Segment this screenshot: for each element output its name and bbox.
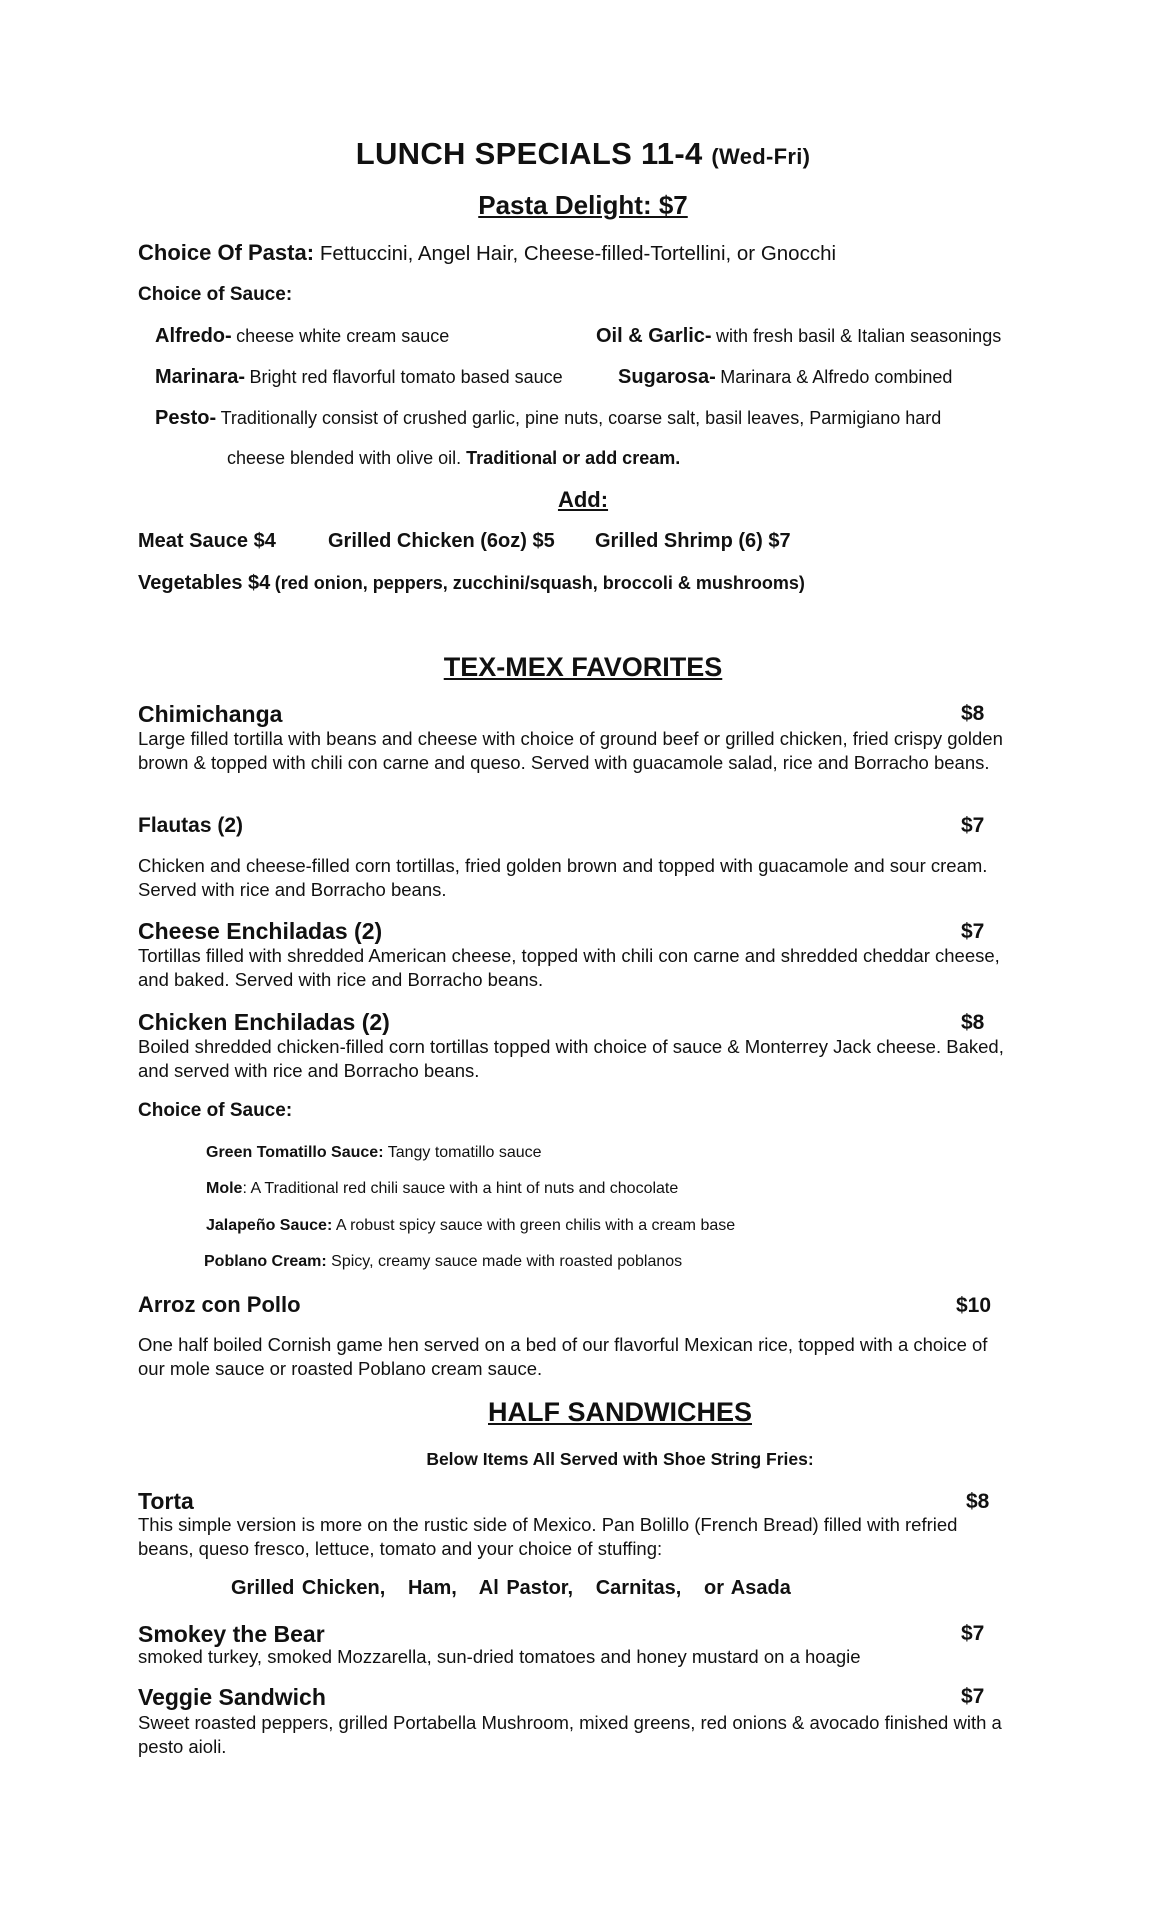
choice-of-sauce-label: Choice of Sauce: [138,284,293,305]
stuffing: Carnitas, [595,1577,682,1599]
sauce-desc: Tangy tomatillo sauce [387,1144,542,1161]
item-price: $7 [961,1685,985,1708]
sauce-alfredo [155,325,449,348]
sauce-name: Pesto- [155,407,217,429]
texmex-sauce-label: Choice of Sauce: [138,1100,293,1121]
sauce-mole [206,1180,678,1198]
pesto-cont-bold: Traditional or add cream. [466,448,681,468]
sauce-desc: Marinara & Alfredo combined [720,367,953,387]
item-price: $10 [956,1294,992,1317]
pasta-heading: Pasta Delight: $7 [478,190,688,220]
stuffing: Al Pastor, [478,1577,574,1599]
sandwiches-heading: HALF SANDWICHES [488,1397,752,1427]
choice-of-pasta-label: Choice Of Pasta: [138,240,315,265]
item-name: Torta [138,1488,194,1514]
item-price: $8 [961,702,985,725]
texmex-heading: TEX-MEX FAVORITES [443,652,723,682]
item-desc: One half boiled Cornish game hen served on a bed of our flavorful Mexican rice, topped with a choice of our mole sauce or roasted Poblano cream sauce. [138,1334,988,1379]
item-price: $8 [966,1490,990,1513]
menu-title [0,136,1166,172]
sauce-name: Oil & Garlic- [596,325,712,347]
sauce-name: Alfredo- [155,325,232,347]
sauce-pesto [155,407,941,430]
sauce-desc: Traditionally consist of crushed garlic, pine nuts, coarse salt, basil leaves, Parmigiano hard [220,408,942,428]
item-name: Veggie Sandwich [138,1684,326,1710]
item-name: Chicken Enchiladas (2) [138,1009,390,1035]
sauce-poblano-cream [204,1253,682,1271]
item-desc: This simple version is more on the rustic side of Mexico. Pan Bolillo (French Bread) filled with refried beans, queso fresco, lettuce, tomato and your choice of stuffing: [138,1514,958,1559]
add-grilled-chicken: Grilled Chicken (6oz) $5 [328,530,555,552]
choice-of-pasta-text: Fettuccini, Angel Hair, Cheese-filled-Tortellini, or Gnocchi [319,242,837,265]
item-name: Smokey the Bear [138,1621,325,1647]
stuffing: Grilled Chicken, [231,1577,386,1599]
item-name: Cheese Enchiladas (2) [138,918,383,944]
sauce-name: Jalapeño Sauce: [206,1217,333,1234]
sauce-name: Marinara- [155,366,246,388]
veg-label: Vegetables $4 [138,572,271,594]
sauce-desc: cheese white cream sauce [236,326,450,346]
item-desc: Chicken and cheese-filled corn tortillas, fried golden brown and topped with guacamole and sour cream. Served with rice and Borracho beans. [138,855,988,900]
choice-of-pasta [138,240,836,266]
pesto-cont-text: cheese blended with olive oil. [227,448,462,468]
item-desc: Sweet roasted peppers, grilled Portabella Mushroom, mixed greens, red onions & avocado finished with a pesto aioli. [138,1712,1002,1757]
item-desc: Tortillas filled with shredded American cheese, topped with chili con carne and shredded cheddar cheese, and baked. Served with rice and Borracho beans. [138,945,1000,990]
title-text: LUNCH SPECIALS 11-4 [355,136,703,171]
sauce-name: Mole [206,1180,243,1197]
sauce-jalapeno [206,1217,735,1235]
item-name: Flautas (2) [138,814,244,837]
item-desc: smoked turkey, smoked Mozzarella, sun-dried tomatoes and honey mustard on a hoagie [138,1646,861,1667]
stuffing: Ham, [407,1577,457,1599]
sauce-green-tomatillo [206,1144,542,1162]
add-meat-sauce: Meat Sauce $4 [138,530,276,552]
sauce-desc: : A Traditional red chili sauce with a hint of nuts and chocolate [242,1180,679,1197]
item-price: $8 [961,1011,985,1034]
sauce-pesto-continued [227,448,680,469]
item-name: Arroz con Pollo [138,1292,301,1317]
add-grilled-shrimp: Grilled Shrimp (6) $7 [595,530,791,552]
stuffing: or Asada [703,1577,791,1599]
sauce-name: Sugarosa- [618,366,716,388]
item-price: $7 [961,1622,985,1645]
veg-detail: (red onion, peppers, zucchini/squash, broccoli & mushrooms) [274,573,805,593]
sauce-desc: with fresh basil & Italian seasonings [716,326,1002,346]
item-desc: Boiled shredded chicken-filled corn tortillas topped with choice of sauce & Monterrey Jack cheese. Baked, and served with rice and Borracho beans. [138,1036,1004,1081]
sauce-marinara [155,366,563,389]
add-vegetables [138,572,805,595]
add-heading: Add: [557,487,609,512]
sandwiches-note: Below Items All Served with Shoe String Fries: [426,1449,814,1469]
title-days: (Wed-Fri) [711,144,811,169]
sauce-desc: Spicy, creamy sauce made with roasted poblanos [331,1253,683,1270]
sauce-desc: A robust spicy sauce with green chilis with a cream base [335,1217,736,1234]
item-desc: Large filled tortilla with beans and cheese with choice of ground beef or grilled chicken, fried crispy golden brown & topped with chili con carne and queso. Served with guacamole salad, rice and Borracho beans. [138,728,1003,773]
torta-stuffings [231,1577,791,1600]
sauce-name: Green Tomatillo Sauce: [206,1144,384,1161]
sauce-name: Poblano Cream: [204,1253,327,1270]
item-price: $7 [961,814,985,837]
item-name: Chimichanga [138,701,283,727]
sauce-sugarosa [618,366,952,389]
sauce-desc: Bright red flavorful tomato based sauce [249,367,563,387]
item-price: $7 [961,920,985,943]
sauce-oil-garlic [596,325,1001,348]
